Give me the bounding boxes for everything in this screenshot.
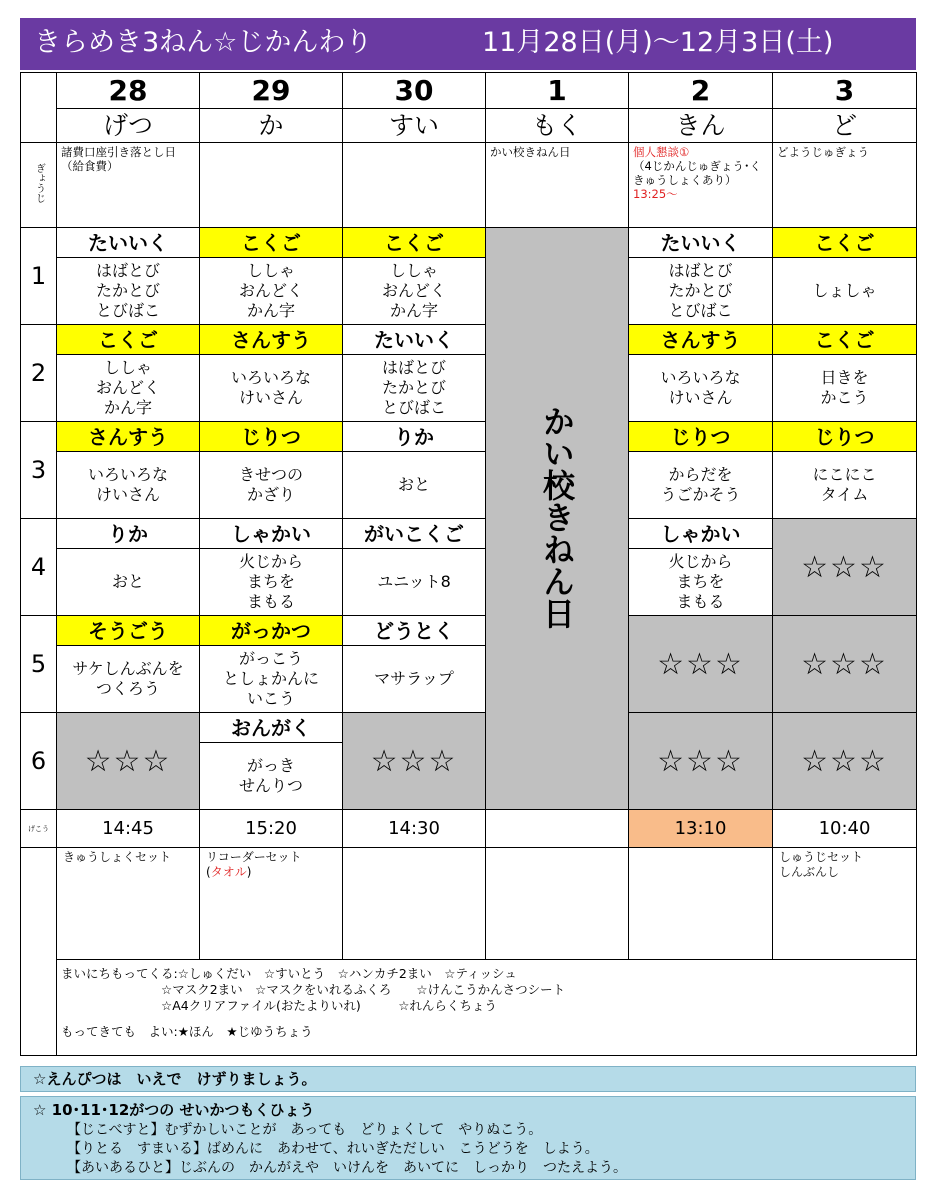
subject-cell: おんがく: [200, 713, 343, 743]
holiday-cell: [486, 228, 629, 810]
events-label: ぎょうじ: [21, 143, 57, 228]
day-number: 2: [629, 73, 773, 109]
period-label: 2: [21, 325, 57, 422]
subject-cell: たいいく: [57, 228, 200, 258]
subject-cell: こくご: [57, 325, 200, 355]
page-title: きらめき3ねん☆じかんわり: [34, 27, 373, 58]
event-wed: [343, 143, 486, 228]
goals-title: ☆ 10･11･12がつの せいかつもくひょう: [33, 1101, 315, 1119]
content-cell: しょしゃ: [773, 258, 917, 325]
event-tue: [200, 143, 343, 228]
day-name: げつ: [57, 109, 200, 143]
content-cell: おと: [343, 452, 486, 519]
content-cell: ししゃ おんどく かん字: [200, 258, 343, 325]
timetable: [20, 72, 917, 1056]
subject-cell: さんすう: [629, 325, 773, 355]
subject-cell: たいいく: [343, 325, 486, 355]
day-name: ど: [773, 109, 917, 143]
empty-slot: ☆☆☆: [57, 713, 200, 810]
content-cell: 火じから まちを まもる: [629, 549, 773, 616]
content-cell: いろいろな けいさん: [629, 355, 773, 422]
date-range: 11月28日(月)～12月3日(土): [482, 27, 834, 58]
period-label: 4: [21, 519, 57, 616]
empty-slot: ☆☆☆: [629, 713, 773, 810]
content-cell: ししゃ おんどく かん字: [57, 355, 200, 422]
goal-line: 【りとる すまいる】ばめんに あわせて、れいぎただしい こうどうを しよう。: [67, 1141, 599, 1157]
items-tue: リコーダーセット (タオル): [200, 848, 343, 960]
subject-cell: さんすう: [200, 325, 343, 355]
content-cell: 火じから まちを まもる: [200, 549, 343, 616]
event-fri-time: 13:25～: [633, 187, 678, 201]
content-cell: いろいろな けいさん: [200, 355, 343, 422]
day-number: 3: [773, 73, 917, 109]
title-bar: [20, 18, 916, 70]
day-name: きん: [629, 109, 773, 143]
content-cell: サケしんぶんを つくろう: [57, 646, 200, 713]
empty-slot: ☆☆☆: [773, 519, 917, 616]
goals-banner: [20, 1096, 916, 1180]
day-number: 1: [486, 73, 629, 109]
belongings-box: [57, 960, 917, 1056]
day-name: もく: [486, 109, 629, 143]
content-cell: いろいろな けいさん: [57, 452, 200, 519]
event-thu: かい校きねん日: [486, 143, 629, 228]
content-cell: からだを うごかそう: [629, 452, 773, 519]
subject-cell: こくご: [200, 228, 343, 258]
items-label-cell: [21, 848, 57, 1056]
subject-cell: じりつ: [773, 422, 917, 452]
content-cell: はばとび たかとび とびばこ: [343, 355, 486, 422]
subject-cell: りか: [57, 519, 200, 549]
subject-cell: さんすう: [57, 422, 200, 452]
content-cell: ユニット8: [343, 549, 486, 616]
items-wed: [343, 848, 486, 960]
empty-slot: ☆☆☆: [343, 713, 486, 810]
notice-banner: ☆えんぴつは いえで けずりましょう。: [20, 1066, 916, 1092]
dismissal-time: 10:40: [773, 810, 917, 848]
content-cell: ししゃ おんどく かん字: [343, 258, 486, 325]
subject-cell: こくご: [773, 228, 917, 258]
day-number: 28: [57, 73, 200, 109]
subject-cell: しゃかい: [629, 519, 773, 549]
items-fri: [629, 848, 773, 960]
empty-slot: ☆☆☆: [773, 713, 917, 810]
dismissal-label: げこう: [21, 810, 57, 848]
event-fri-title: 個人懇談①: [633, 145, 690, 159]
event-sat: どようじゅぎょう: [773, 143, 917, 228]
subject-cell: りか: [343, 422, 486, 452]
day-name: か: [200, 109, 343, 143]
period-label: 1: [21, 228, 57, 325]
content-cell: おと: [57, 549, 200, 616]
content-cell: はばとび たかとび とびばこ: [629, 258, 773, 325]
subject-cell: しゃかい: [200, 519, 343, 549]
event-fri: [629, 143, 773, 228]
belongings-daily: まいにちもってくる:☆しゅくだい ☆すいとう ☆ハンカチ2まい ☆ティッシュ: [61, 966, 517, 981]
day-number: 29: [200, 73, 343, 109]
belongings-daily-3: ☆A4クリアファイル(おたよりいれ) ☆れんらくちょう: [161, 998, 497, 1013]
event-mon: 諸費口座引き落とし日（給食費）: [57, 143, 200, 228]
dismissal-time: 13:10: [629, 810, 773, 848]
period-label: 3: [21, 422, 57, 519]
belongings-optional: もってきても よい:★ほん ★じゆうちょう: [61, 1024, 313, 1039]
period-label: 6: [21, 713, 57, 810]
dismissal-time: 15:20: [200, 810, 343, 848]
goal-line: 【あいあるひと】じぶんの かんがえや いけんを あいてに しっかり つたえよう。: [67, 1160, 627, 1176]
content-cell: きせつの かざり: [200, 452, 343, 519]
goal-line: 【じこべすと】むずかしいことが あっても どりょくして やりぬこう。: [67, 1122, 543, 1138]
dismissal-time-empty: [486, 810, 629, 848]
period-label: 5: [21, 616, 57, 713]
subject-cell: こくご: [773, 325, 917, 355]
holiday-label: かい校きねん日: [538, 404, 576, 629]
subject-cell: どうとく: [343, 616, 486, 646]
subject-cell: そうごう: [57, 616, 200, 646]
items-mon: きゅうしょくセット: [57, 848, 200, 960]
content-cell: 日きを かこう: [773, 355, 917, 422]
subject-cell: こくご: [343, 228, 486, 258]
subject-cell: がっかつ: [200, 616, 343, 646]
day-name: すい: [343, 109, 486, 143]
content-cell: にこにこ タイム: [773, 452, 917, 519]
belongings-daily-2: ☆マスク2まい ☆マスクをいれるふくろ ☆けんこうかんさつシート: [161, 982, 566, 997]
dismissal-time: 14:45: [57, 810, 200, 848]
content-cell: はばとび たかとび とびばこ: [57, 258, 200, 325]
empty-slot: ☆☆☆: [629, 616, 773, 713]
corner-cell: [21, 73, 57, 143]
items-sat: しゅうじセット しんぶんし: [773, 848, 917, 960]
day-number: 30: [343, 73, 486, 109]
empty-slot: ☆☆☆: [773, 616, 917, 713]
event-fri-note: （4じかんじゅぎょう･くきゅうしょくあり）: [633, 159, 762, 187]
dismissal-time: 14:30: [343, 810, 486, 848]
subject-cell: じりつ: [200, 422, 343, 452]
subject-cell: じりつ: [629, 422, 773, 452]
subject-cell: たいいく: [629, 228, 773, 258]
items-thu: [486, 848, 629, 960]
subject-cell: がいこくご: [343, 519, 486, 549]
content-cell: マサラップ: [343, 646, 486, 713]
content-cell: がっき せんりつ: [200, 743, 343, 810]
content-cell: がっこう としょかんに いこう: [200, 646, 343, 713]
